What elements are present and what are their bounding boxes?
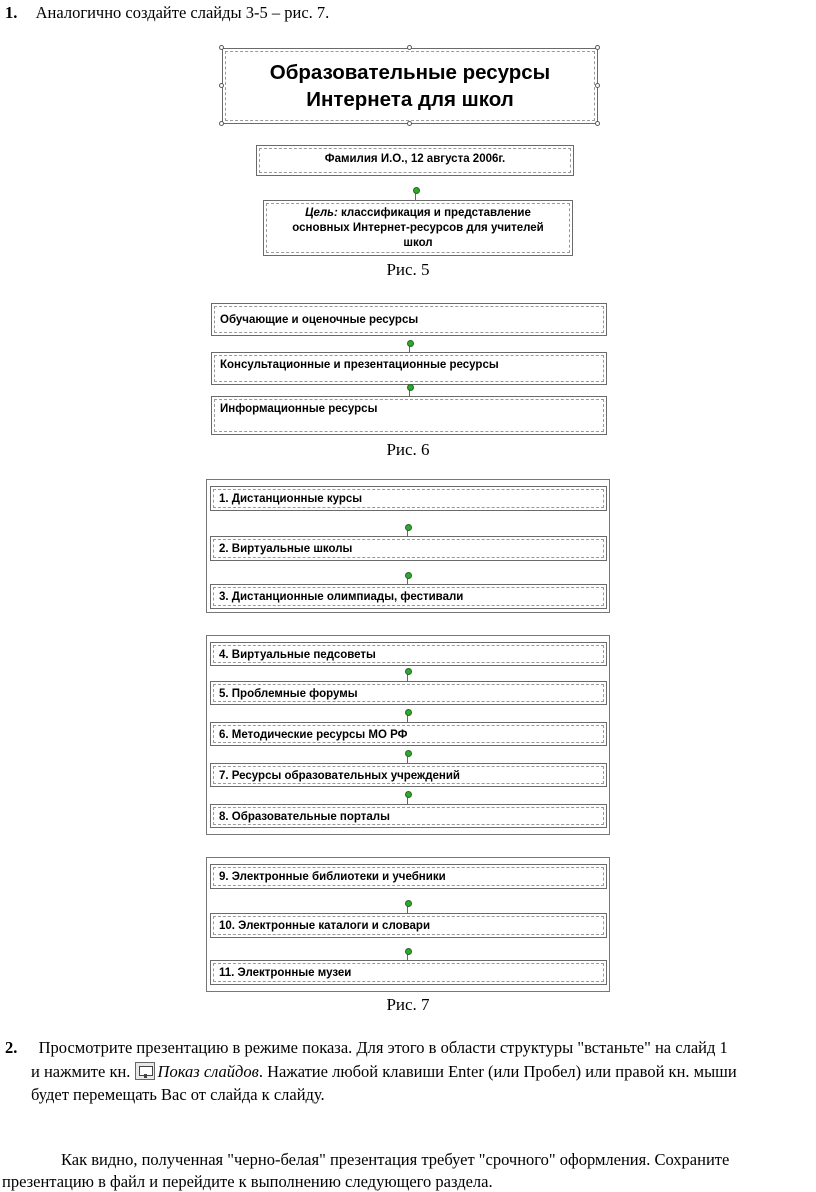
slide7c-item-1-text: 9. Электронные библиотеки и учебники: [219, 871, 446, 883]
slide7b-item-5[interactable]: [210, 804, 607, 828]
step-1-number: 1.: [5, 3, 18, 22]
slideshow-button-label: Показ слайдов: [157, 1062, 259, 1081]
slide5-title-line2: Интернета для школ: [306, 88, 514, 111]
slide5-title-line1: Образовательные ресурсы: [269, 61, 551, 84]
step-2-line-1: [5, 1037, 728, 1059]
slide6-item-2[interactable]: [211, 352, 607, 385]
figure-caption-7: Рис. 7: [386, 995, 430, 1014]
rotate-handle[interactable]: [407, 753, 408, 763]
closing-line-2: презентацию в файл и перейдите к выполнению следующего раздела.: [2, 1172, 493, 1191]
slide7a-item-1[interactable]: [210, 486, 607, 511]
step-1-line: [5, 2, 329, 24]
resize-handle[interactable]: [595, 83, 600, 88]
slide7b-item-4[interactable]: [210, 763, 607, 787]
step-2-number: 2.: [5, 1038, 18, 1057]
step-1-text: Аналогично создайте слайды 3-5 – рис. 7.: [35, 3, 330, 22]
slide7b-item-3-text: 6. Методические ресурсы МО РФ: [219, 729, 408, 741]
slide6-item-3[interactable]: [211, 396, 607, 435]
figure-caption-5: Рис. 5: [386, 260, 430, 279]
slideshow-icon: [135, 1062, 155, 1080]
resize-handle[interactable]: [219, 121, 224, 126]
slide6-item-2-text: Консультационные и презентационные ресурсы: [220, 359, 499, 371]
slide7b-item-5-text: 8. Образовательные порталы: [219, 811, 390, 823]
slide7b-item-2-text: 5. Проблемные форумы: [219, 688, 358, 700]
slide7b-item-1[interactable]: [210, 642, 607, 666]
resize-handle[interactable]: [219, 45, 224, 50]
slide7a-item-3-text: 3. Дистанционные олимпиады, фестивали: [219, 591, 464, 603]
rotate-handle[interactable]: [407, 712, 408, 722]
rotate-handle[interactable]: [407, 671, 408, 681]
slide7a-item-2[interactable]: [210, 536, 607, 561]
slide5-goal-text-3: школ: [403, 237, 433, 249]
slide7b-item-4-text: 7. Ресурсы образовательных учреждений: [219, 770, 460, 782]
resize-handle[interactable]: [595, 121, 600, 126]
slide7b-item-1-text: 4. Виртуальные педсоветы: [219, 649, 376, 661]
resize-handle[interactable]: [595, 45, 600, 50]
step-2-line-3: будет перемещать Вас от слайда к слайду.: [31, 1085, 325, 1104]
step-2-line-2: [31, 1061, 737, 1083]
slide7c-item-3[interactable]: [210, 960, 607, 985]
resize-handle[interactable]: [407, 45, 412, 50]
slide7c-item-2[interactable]: [210, 913, 607, 938]
slide5-title-placeholder[interactable]: [222, 48, 598, 124]
step-2-text-1: Просмотрите презентацию в режиме показа. Для этого в области структуры "встаньте" на слайд 1: [38, 1038, 728, 1057]
slide7c-item-1[interactable]: [210, 864, 607, 889]
slide6-item-1[interactable]: [211, 303, 607, 336]
slide5-goal-text-2: основных Интернет-ресурсов для учителей: [292, 222, 544, 234]
slide7b-item-2[interactable]: [210, 681, 607, 705]
slide7c-item-2-text: 10. Электронные каталоги и словари: [219, 920, 431, 932]
slide7a-item-3[interactable]: [210, 584, 607, 609]
resize-handle[interactable]: [407, 121, 412, 126]
slide5-goal-text-1: классификация и представление: [337, 207, 531, 219]
slide7c-item-3-text: 11. Электронные музеи: [219, 967, 352, 979]
slide5-goal-label: Цель:: [305, 207, 338, 219]
slide5-subtitle: Фамилия И.О., 12 августа 2006г.: [324, 153, 506, 165]
figure-caption-6: Рис. 6: [386, 440, 430, 459]
step-2-text-2-pre: и нажмите кн.: [31, 1062, 135, 1081]
slide5-subtitle-placeholder[interactable]: [256, 145, 574, 176]
resize-handle[interactable]: [219, 83, 224, 88]
closing-line-1: Как видно, полученная "черно-белая" презентация требует "срочного" оформления. Сохраните: [61, 1150, 730, 1169]
slide6-item-1-text: Обучающие и оценочные ресурсы: [220, 314, 419, 326]
slide7a-item-2-text: 2. Виртуальные школы: [219, 543, 353, 555]
slide6-item-3-text: Информационные ресурсы: [220, 403, 378, 415]
slide7b-item-3[interactable]: [210, 722, 607, 746]
rotate-handle[interactable]: [407, 794, 408, 804]
step-2-text-2-post: . Нажатие любой клавиши Enter (или Пробел) или правой кн. мыши: [258, 1062, 737, 1081]
slide5-goal-placeholder[interactable]: [263, 200, 573, 256]
slide7a-item-1-text: 1. Дистанционные курсы: [219, 493, 363, 505]
rotate-handle[interactable]: [407, 903, 408, 913]
